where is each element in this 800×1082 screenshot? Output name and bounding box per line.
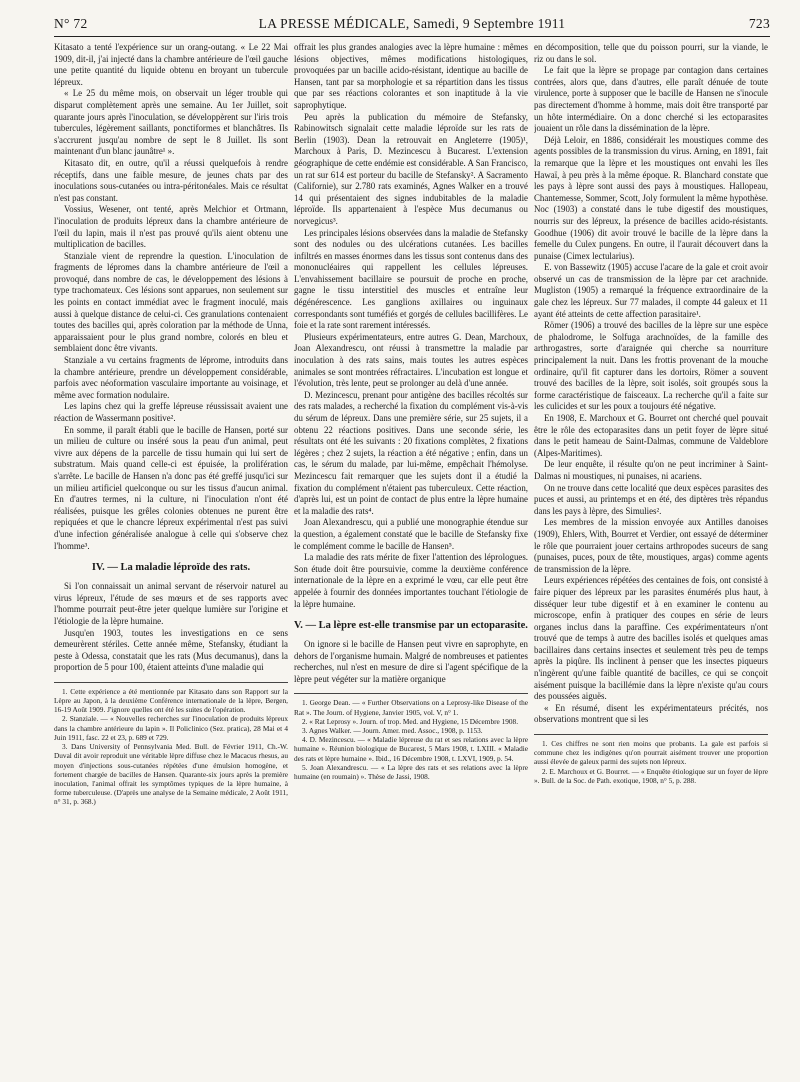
page-header [54, 14, 770, 37]
footnote: 5. Joan Alexandrescu. — « La lèpre des rats et ses relations avec la lèpre humaine (en roumain) ». Thèse de Jassi, 1908. [294, 762, 528, 782]
journal-title: LA PRESSE MÉDICALE, Samedi, 9 Septembre 1911 [258, 16, 566, 31]
section-heading-iv: IV. — La maladie léproïde des rats. [91, 562, 251, 574]
paragraph: « Le 25 du même mois, on observait un léger trouble qui disparut complètement après une semaine. Au 1er Juillet, soit quarante jours après l'inoculation, se développèrent sur l'iris trois tubercules, légèrement saillants, ponctiformes et blanchâtres. Ils s'accrurent jusqu'au nombre de sept le 8 Juillet. Ils sont maintenant d'un blanc jaunâtre¹ ». [54, 88, 288, 157]
paragraph: offrait les plus grandes analogies avec la lèpre humaine : mêmes lésions objectives, mêmes modifications histologiques, provoquées par un bacille acido-résistant, identique au bacille de Hansen, tant par sa morphologie et sa répartition dans les tissus que par ses réactions colorantes et son inaptitude à la vie saprophytique. [294, 42, 528, 110]
paragraph: De leur enquête, il résulte qu'on ne peut incriminer à Saint-Dalmas ni moustiques, ni punaises, ni acariens. [534, 459, 768, 481]
paragraph: Stanziale vient de reprendre la question. L'inoculation de fragments de lépromes dans la chambre antérieure de l'œil a provoqué, dans nombre de cas, le développement des lésions à type trachomateux. Ces lésions sont apparues, non seulement sur les points en contact immédiat avec le fragment inoculé, mais aussi à quelque distance de celui-ci. Ces granulations contenaient toutes des bacilles qui, après coloration par la méthode de Unna, apparaissaient pour le plus grand nombre, colorés en bleu et semblaient donc être vivants. [54, 250, 288, 354]
footnote: 3. Dans University of Pennsylvania Med. Bull. de Février 1911, Ch.-W. Duval dit avoir reproduit une véritable lèpre diffuse chez le Macacus rhesus, au moyen d'injections sous-cutanées répétées d'une émulsion homogène, et fortement chargée de bacilles de Hansen. Quarante-six jours après la première inoculation, l'animal offrait les symptômes typiques de la lèpre humaine, à forme tuberculeuse. (D'après une analyse de la Semaine médicale, 2 Août 1911, n° 31, p. 368.) [54, 742, 288, 807]
footnote: 4. D. Mezincescu. — « Maladie lépreuse du rat et ses relations avec la lèpre humaine ». Réunion biologique de Bucarest, 5 Mars 1908, t. LXIII. « Maladie des rats et lèpre humaine ». Ibid., 16 Décembre 1908, t. LXVI, 1909, p. 54. [294, 735, 528, 763]
issue-number: N° 72 [54, 16, 88, 31]
paragraph: Les membres de la mission envoyée aux Antilles danoises (1909), Ehlers, With, Bourret et Verdier, ont essayé de déterminer le rôle que pourraient jouer certains arthropodes suceurs de sang (punaises, puces, poux de tête, moustiques, argas) comme agents de transmission de la lèpre. [534, 517, 768, 574]
paragraph: Leurs expériences répétées des centaines de fois, ont consisté à faire piquer des lépreux par les parasites énumérés plus haut, à disséquer leur tube digestif et à en examiner le contenu au microscope, enfin à pratiquer des coupes en série de leurs organes inclus dans la paraffine. Ces expérimentateurs n'ont trouvé que de temps à autre des bacilles isolés et quelques amas bacillaires dans certains insectes et seulement très peu de temps après la piqûre. Ils inclinent à penser que les insectes piqueurs n'ingèrent qu'une faible quantité de bacilles, ce qui se conçoit aisément puisque la bacillémie dans la lèpre n'existe qu'au cours des poussées aiguës. [534, 575, 768, 702]
paragraph: Stanziale a vu certains fragments de léprome, introduits dans la chambre antérieure, prendre un développement considérable, parfois avec néoformation vasculaire importante au voisinage, et même avec formation nodulaire. [54, 355, 288, 400]
column-2 [294, 42, 528, 1072]
footnote: 2. Stanziale. — « Nouvelles recherches sur l'inoculation de produits lépreux dans la chambre antérieure du lapin ». Il Policlinico (Sez. pratica), 28 Mai et 4 Juin 1911, fasc. 22 et 23, p. 689 et 729. [54, 714, 288, 742]
paragraph: Déjà Leloir, en 1886, considérait les moustiques comme des agents possibles de la transmission du virus. Arning, en 1891, fait la remarque que la lèpre et les moustiques ont envahi les îles Hawaï, à peu près à la même époque. R. Blanchard constate que les pays à lèpre sont aussi des pays à moustiques. Hallopeau, Chantemesse, Sommer, Scott, Joly formulent la même hypothèse. Noc (1903) a constaté dans le tube digestif des moustiques, nourris sur des lépreux, la présence de bacilles acido-résistants. Goodhue (1906) dit avoir trouvé le bacille de la lèpre dans la femelle du Culex pungens. En outre, il l'aurait découvert dans la punaise (Cimex lectularius). [534, 134, 768, 261]
paragraph: Kitasato a tenté l'expérience sur un orang-outang. « Le 22 Mai 1909, dit-il, j'ai injecté dans la chambre antérieure de l'œil gauche une petite quantité du liquide obtenu en broyant un tubercule lépreux. [54, 42, 288, 87]
footnote: 2. « Rat Leprosy ». Journ. of trop. Med. and Hygiene, 15 Décembre 1908. [302, 716, 519, 726]
section-heading-v: V. — La lèpre est-elle transmise par un ectoparasite. [294, 620, 528, 632]
paragraph: La maladie des rats mérite de fixer l'attention des léprologues. Son étude doit être poursuivie, comme la deuxième conférence internationale de la lèpre en a exprimé le vœu, car elle peut être appelée à fournir des données importantes touchant l'étiologie de la lèpre humaine. [294, 552, 528, 609]
paragraph: Les principales lésions observées dans la maladie de Stefansky sont des nodules ou des ulcérations cutanées. Les bacilles infiltrés en masses énormes dans les tissus sont contenus dans des mononucléaires qui rappellent les cellules lépreuses. L'envahissement bacillaire se poursuit de proche en proche, gagne le tissu interstitiel des muscles et entraîne leur dégénérescence. Les ganglions axillaires ou inguinaux correspondants sont tuméfiés et gorgés de cellules bacillifères. Le foie et la rate sont rarement intéressés. [294, 227, 528, 331]
paragraph: Peu après la publication du mémoire de Stefansky, Rabinowitsch signalait cette maladie léproïde sur les rats de Berlin (1903). Dean la retrouvait en Angleterre (1905)¹, Marchoux à Paris, D. Mezincescu à Bucarest. L'extension géographique de cette endémie est considérable. A San Francisco, un rat sur 614 est porteur du bacille de Stefansky². A Sacramento (Californie), sur 2.780 rats examinés, Agnes Walker en a trouvé 14 qui présentaient des signes indubitables de la maladie léproïde. Ils appartenaient à l'espèce Mus decumanus ou norvegicus³. [294, 111, 528, 226]
paragraph: Plusieurs expérimentateurs, entre autres G. Dean, Marchoux, Joan Alexandrescu, ont réussi à transmettre la maladie par inoculation à des rats sains, mais toutes les autres espèces animales se sont montrées réfractaires. L'incubation est longue et l'évolution, très lente, peut se prolonger au delà d'une année. [294, 331, 528, 389]
paragraph: En somme, il paraît établi que le bacille de Hansen, porté sur un milieu de culture ou inséré sous la peau d'un animal, peut vivre aux dépens de la parcelle de tissu humain qui lui sert de substratum. Mais quand celle-ci est épuisée, la prolifération s'arrête. Le bacille de Hansen n'a donc pas été greffé jusqu'ici sur un milieu artificiel quelconque ou sur les tissus d'aucun animal. En d'autres termes, ni la culture, ni l'inoculation n'ont été réalisées, puisque les grêles colonies obtenues ne purent être repiquées et que le chancre lépreux expérimental n'est pas suivi d'une infection généralisée analogue à celle qui s'observe chez l'homme³. [54, 424, 288, 551]
footnote: 1. George Dean. — « Further Observations on a Leprosy-like Disease of the Rat ». The Journ. of Hygiene, Janvier 1905, vol. V, n° 1. [294, 698, 528, 717]
paragraph: « En résumé, disent les expérimentateurs précités, nos observations montrent que si les [534, 702, 768, 725]
footnotes [534, 734, 768, 785]
page-number: 723 [748, 16, 770, 31]
paragraph: Römer (1906) a trouvé des bacilles de la lèpre sur une espèce de phalodrome, le Solfuga arachnoïdes, de la famille des arthrogastres, sorte d'araignée qui cherche sa nourriture principalement la nuit. Dans les frottis provenant de la mouche ordinaire, qu'il fit capturer dans les dortoirs, Römer a souvent trouvé des bacilles de la lèpre, soit isolés, soit groupés sous la forme caractéristique de faisceaux. La recherche qu'il a faite sur les culicides et sur les poux a toujours été négative. [534, 320, 768, 412]
column-1 [54, 42, 288, 1072]
footnotes [54, 682, 288, 807]
paragraph: Kitasato dit, en outre, qu'il a réussi quelquefois à rendre réceptifs, dans une faible mesure, de jeunes chats par des inoculations sous-cutanées ou intra-péritonéales. Mais ce résultat n'est pas constant. [54, 157, 288, 203]
paragraph: Vossius, Wesener, ont tenté, après Melchior et Ortmann, l'inoculation de produits lépreux dans la chambre antérieure de l'œil du lapin, mais il n'est pas prouvé qu'ils aient obtenu une multiplication de bacilles. [54, 204, 288, 250]
paragraph: On ignore si le bacille de Hansen peut vivre en saprophyte, en dehors de l'organisme humain. Malgré de nombreuses et patientes recherches, nul n'est en mesure de dire si l'agent spécifique de la lèpre peut végéter sur la matière organique [294, 639, 528, 684]
footnote: 1. Ces chiffres ne sont rien moins que probants. La gale est parfois si commune chez les indigènes qu'on pourrait aisément trouver une proportion aussi élevée de galeux parmi des sujets non lépreux. [534, 739, 768, 767]
paragraph: en décomposition, telle que du poisson pourri, sur la viande, le riz ou dans le sol. [534, 42, 768, 64]
footnote: 3. Agnes Walker. — Journ. Amer. med. Assoc., 1908, p. 1153. [302, 726, 483, 736]
paragraph: E. von Bassewitz (1905) accuse l'acare de la gale et croit avoir observé un cas de transmission de la lèpre par cet arachnide. Mugliston (1905) a remarqué la fréquence extraordinaire de la gale chez les lépreux. Sur 77 malades, il compte 44 galeux et 11 ayant été atteints de cette affection parasitaire¹. [534, 262, 768, 319]
paragraph: Jusqu'en 1903, toutes les investigations en ce sens demeurèrent stériles. Cette année même, Stefansky, étudiant la peste à Odessa, constatait que les rats (Mus decumanus), dans la proportion de 5 pour 100, étaient atteints d'une maladie qui [54, 627, 288, 673]
paragraph: On ne trouve dans cette localité que deux espèces parasites des puces et aussi, au printemps et en été, des diptères très répandus dans les pays à lèpre, des Simulies². [534, 482, 768, 516]
paragraph: En 1908, E. Marchoux et G. Bourret ont cherché quel pouvait être le rôle des ectoparasites dans un petit foyer de lèpre situé dans le petit hameau de Saint-Dalmas, commune de Valdeblore (Alpes-Maritimes). [534, 413, 768, 458]
paragraph: Si l'on connaissait un animal servant de réservoir naturel au virus lépreux, l'étude de ses mœurs et de ses rapports avec l'homme pourrait peut-être jeter quelque lumière sur l'origine et l'étiologie de la lèpre humaine. [54, 581, 288, 626]
paragraph: D. Mezincescu, prenant pour antigène des bacilles récoltés sur des rats malades, a recherché la fixation du complément vis-à-vis du sérum de lépreux. Dans une première série, sur 25 sujets, il a obtenu 22 réactions positives. Dans une seconde série, les résultats ont été les suivants : 20 fixations complètes, 2 fixations légères ; chez 2 sujets, la réaction a été négative ; enfin, dans un cas, le sérum du malade, par lui-même, empêchait l'hémolyse. Mezincescu fait remarquer que les sujets dont il a étudié la fixation du complément n'étaient pas tuberculeux. Cette réaction, d'après lui, est un point de contact de plus entre la lèpre humaine et la maladie des rats⁴. [294, 389, 528, 516]
footnote: 1. Cette expérience a été mentionnée par Kitasato dans son Rapport sur la Lèpre au Japon, à la deuxième Conférence internationale de la lèpre, Bergen, 16-19 Août 1909. J'ignore quelles ont été les suites de l'opération. [54, 686, 288, 715]
paragraph: Le fait que la lèpre se propage par contagion dans certaines contrées, alors que, dans d'autres, elle paraît dénuée de toute virulence, porte à supposer que le bacille de Hansen ne s'inocule pas directement d'homme à homme, mais doit être transporté par un hôte intermédiaire. On a donc cherché si les ectoparasites jouaient un rôle dans la dissémination de la lèpre. [534, 65, 768, 134]
paragraph: Joan Alexandrescu, qui a publié une monographie étendue sur la question, a également constaté que le bacille de Stefansky fixe le complément comme le bacille de Hansen⁵. [294, 517, 528, 551]
footnotes [294, 693, 528, 781]
footnote: 2. E. Marchoux et G. Bourret. — « Enquête étiologique sur un foyer de lèpre ». Bull. de la Soc. de Path. exotique, 1908, n° 5, p. 288. [534, 766, 768, 785]
column-3 [534, 42, 768, 1072]
paragraph: Les lapins chez qui la greffe lépreuse réussissait avaient une réaction de Wassermann positive². [54, 401, 288, 423]
